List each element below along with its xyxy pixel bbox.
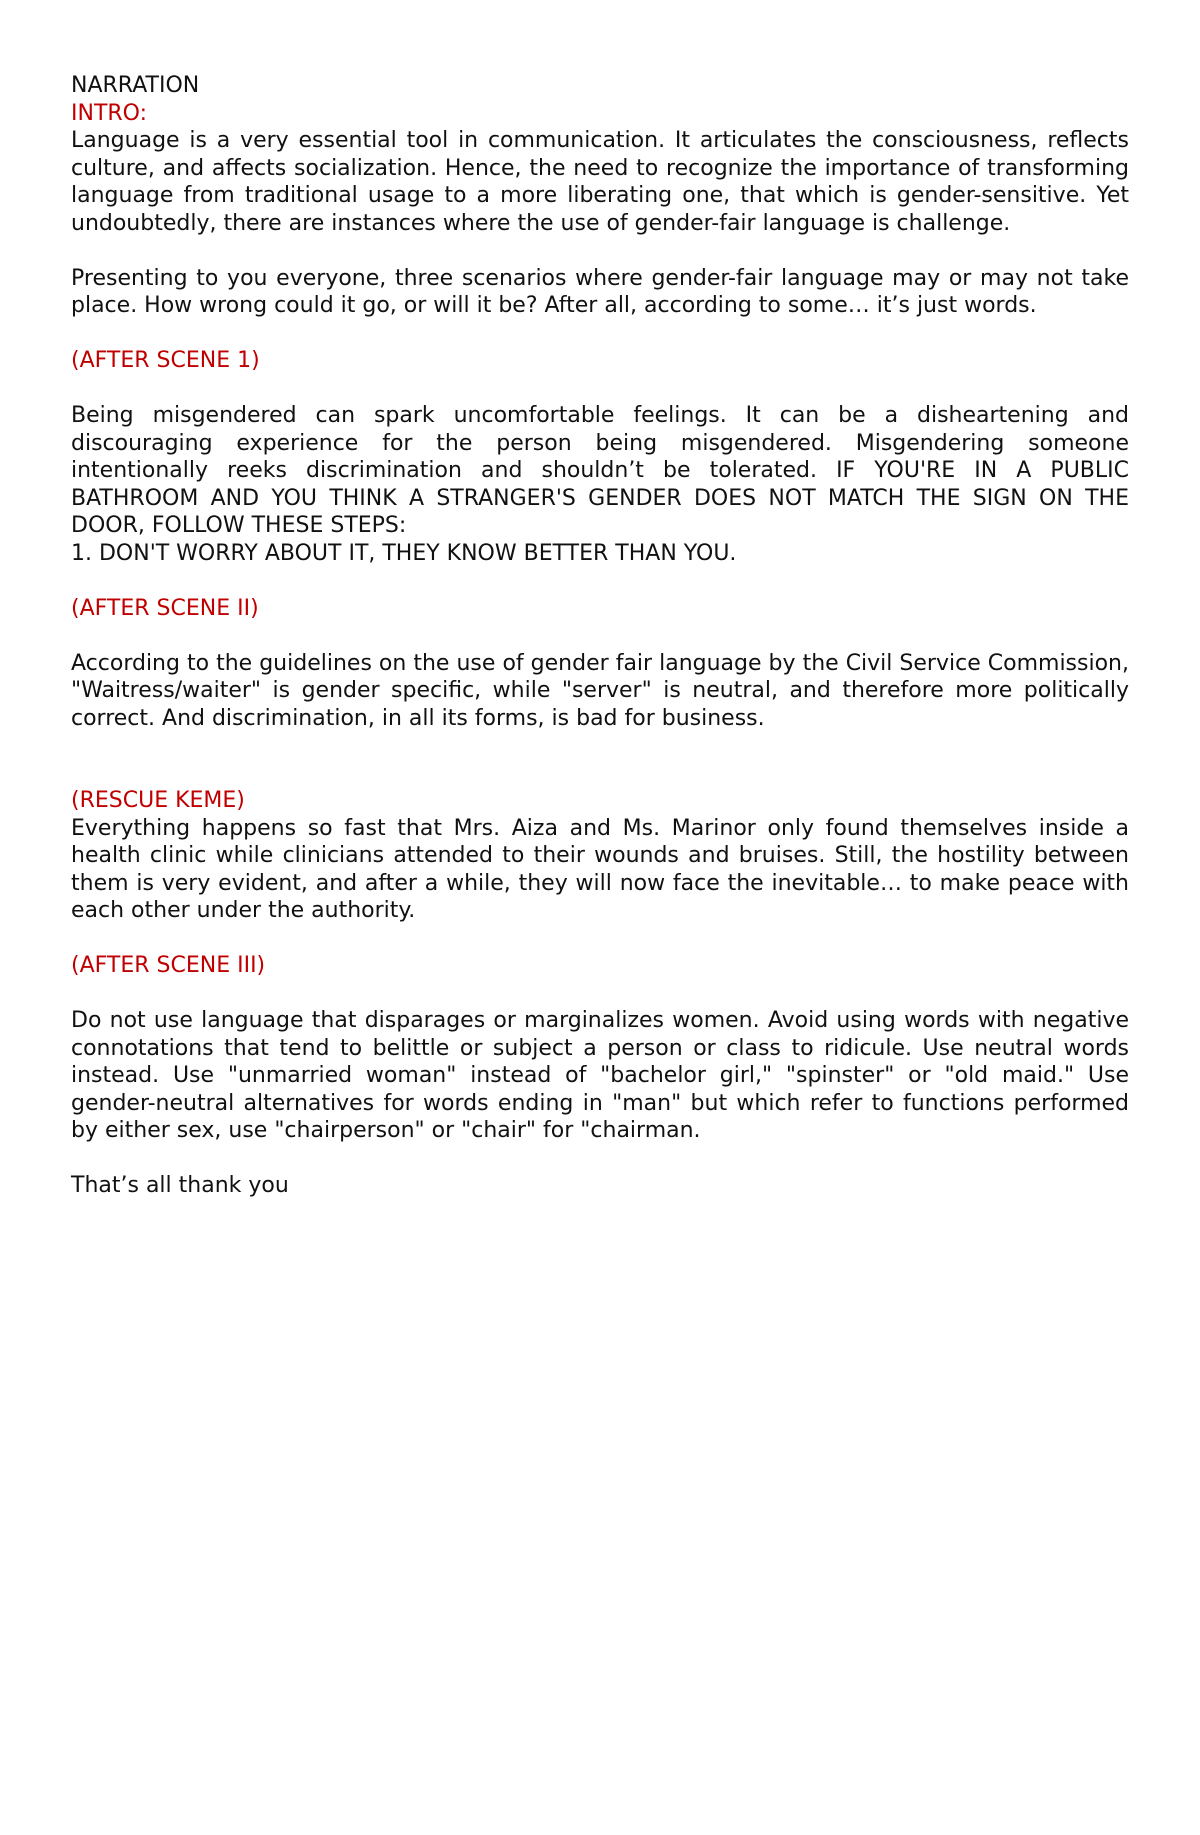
spacer: [71, 622, 1129, 650]
intro-heading: INTRO:: [71, 100, 148, 126]
after-scene-2-paragraph: According to the guidelines on the use of gender fair language by the Civil Service Commission, "Waitress/waiter" is gender specific, while "server" is neutral, and therefore more politically correct. And discrimination, in all its forms, is bad for business.: [71, 650, 1129, 731]
after-scene-3-paragraph: Do not use language that disparages or marginalizes women. Avoid using words with negative connotations that tend to belittle or subject a person or class to ridicule. Use neutral words instead. Use "unmarried woman" instead of "bachelor girl," "spinster" or "old maid." Use gender-neutral alternatives for words ending in "man" but which refer to functions performed by either sex, use "chairperson" or "chair" for "chairman.: [71, 1008, 1129, 1143]
after-scene-2-heading: (AFTER SCENE II): [71, 595, 259, 621]
after-scene-1-step: 1. DON'T WORRY ABOUT IT, THEY KNOW BETTER THAN YOU.: [71, 540, 737, 566]
rescue-paragraph: Everything happens so fast that Mrs. Aiza and Ms. Marinor only found themselves inside a health clinic while clinicians attended to their wounds and bruises. Still, the hostility between them is very evident, and after a while, they will now face the inevitable… to make peace with each other under the authority.: [71, 815, 1129, 923]
spacer: [71, 320, 1129, 348]
document-title: NARRATION: [71, 73, 200, 98]
after-scene-1-heading: (AFTER SCENE 1): [71, 348, 260, 373]
spacer: [71, 567, 1129, 595]
intro-paragraph-1: Language is a very essential tool in communication. It articulates the consciousness, reflects culture, and affects socialization. Hence, the need to recognize the importance of transforming language from traditional usage to a more liberating one, that which is gender-sensitive. Yet undoubtedly, there are instances where the use of gender-fair language is challenge.: [71, 128, 1129, 236]
spacer: [71, 925, 1129, 953]
after-scene-3-heading: (AFTER SCENE III): [71, 953, 266, 978]
closing-line: That’s all thank you: [71, 1173, 289, 1198]
document-body: [71, 72, 1129, 1200]
spacer: [71, 980, 1129, 1008]
spacer: [71, 1145, 1129, 1173]
spacer: [71, 732, 1129, 787]
after-scene-1-paragraph: Being misgendered can spark uncomfortable feelings. It can be a disheartening and discouraging experience for the person being misgendered. Misgendering someone intentionally reeks discrimination and shouldn’t be tolerated. IF YOU'RE IN A PUBLIC BATHROOM AND YOU THINK A STRANGER'S GENDER DOES NOT MATCH THE SIGN ON THE DOOR, FOLLOW THESE STEPS:: [71, 403, 1129, 538]
spacer: [71, 375, 1129, 403]
intro-paragraph-2: Presenting to you everyone, three scenarios where gender-fair language may or may not take place. How wrong could it go, or will it be? After all, according to some… it’s just words.: [71, 265, 1129, 318]
rescue-heading: (RESCUE KEME): [71, 788, 245, 813]
spacer: [71, 237, 1129, 265]
